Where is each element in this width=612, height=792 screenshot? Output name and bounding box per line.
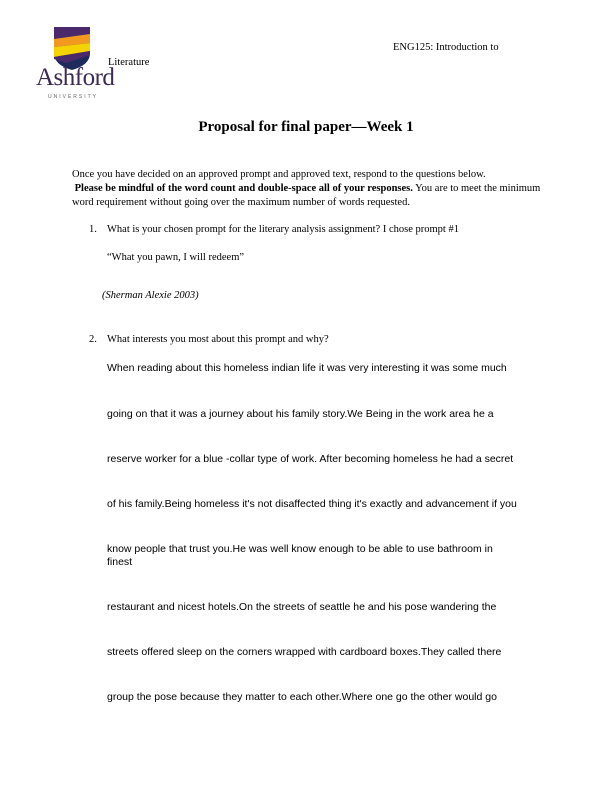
answer-line: streets offered sleep on the corners wrapped with cardboard boxes.They called there [107,646,502,658]
answer-line: finest [107,556,133,568]
answer-line: reserve worker for a blue -collar type of work. After becoming homeless he had a secret [107,453,514,465]
instructions-bold: Please be mindful of the word count and double-space all of your responses. [74,183,413,194]
instructions [72,168,542,210]
logo-subtitle: UNIVERSITY [48,94,99,100]
answer-line: When reading about this homeless indian life it was very interesting it was some much [107,362,507,374]
answer-line: group the pose because they matter to each other.Where one go the other would go [107,691,497,703]
instructions-rest: You are to meet the minimum word requirement without going over the maximum number of words requested. [72,183,541,208]
answer-line: of his family.Being homeless it's not disaffected thing it's exactly and advancement if you [107,498,517,510]
answer-line: know people that trust you.He was well know enough to be able to use bathroom in [107,543,493,555]
question-1-text: What is your chosen prompt for the literary analysis assignment? I chose prompt #1 [107,224,459,235]
course-title-left: Literature [108,57,150,68]
question-2-number: 2. [89,334,97,345]
page-title: Proposal for final paper—Week 1 [198,119,414,135]
question-1-answer: “What you pawn, I will redeem” [107,252,245,263]
instructions-line1: Once you have decided on an approved prompt and approved text, respond to the questions below. [72,169,486,180]
logo-wordmark: Ashford [36,64,115,91]
ashford-logo [36,22,115,100]
answer-line: going on that it was a journey about his family story.We Being in the work area he a [107,408,494,420]
course-title-right: ENG125: Introduction to [393,42,499,53]
question-1-citation: (Sherman Alexie 2003) [102,290,199,301]
question-1-number: 1. [89,224,97,235]
question-2-text: What interests you most about this prompt and why? [107,334,329,345]
answer-line: restaurant and nicest hotels.On the streets of seattle he and his pose wandering the [107,601,497,613]
